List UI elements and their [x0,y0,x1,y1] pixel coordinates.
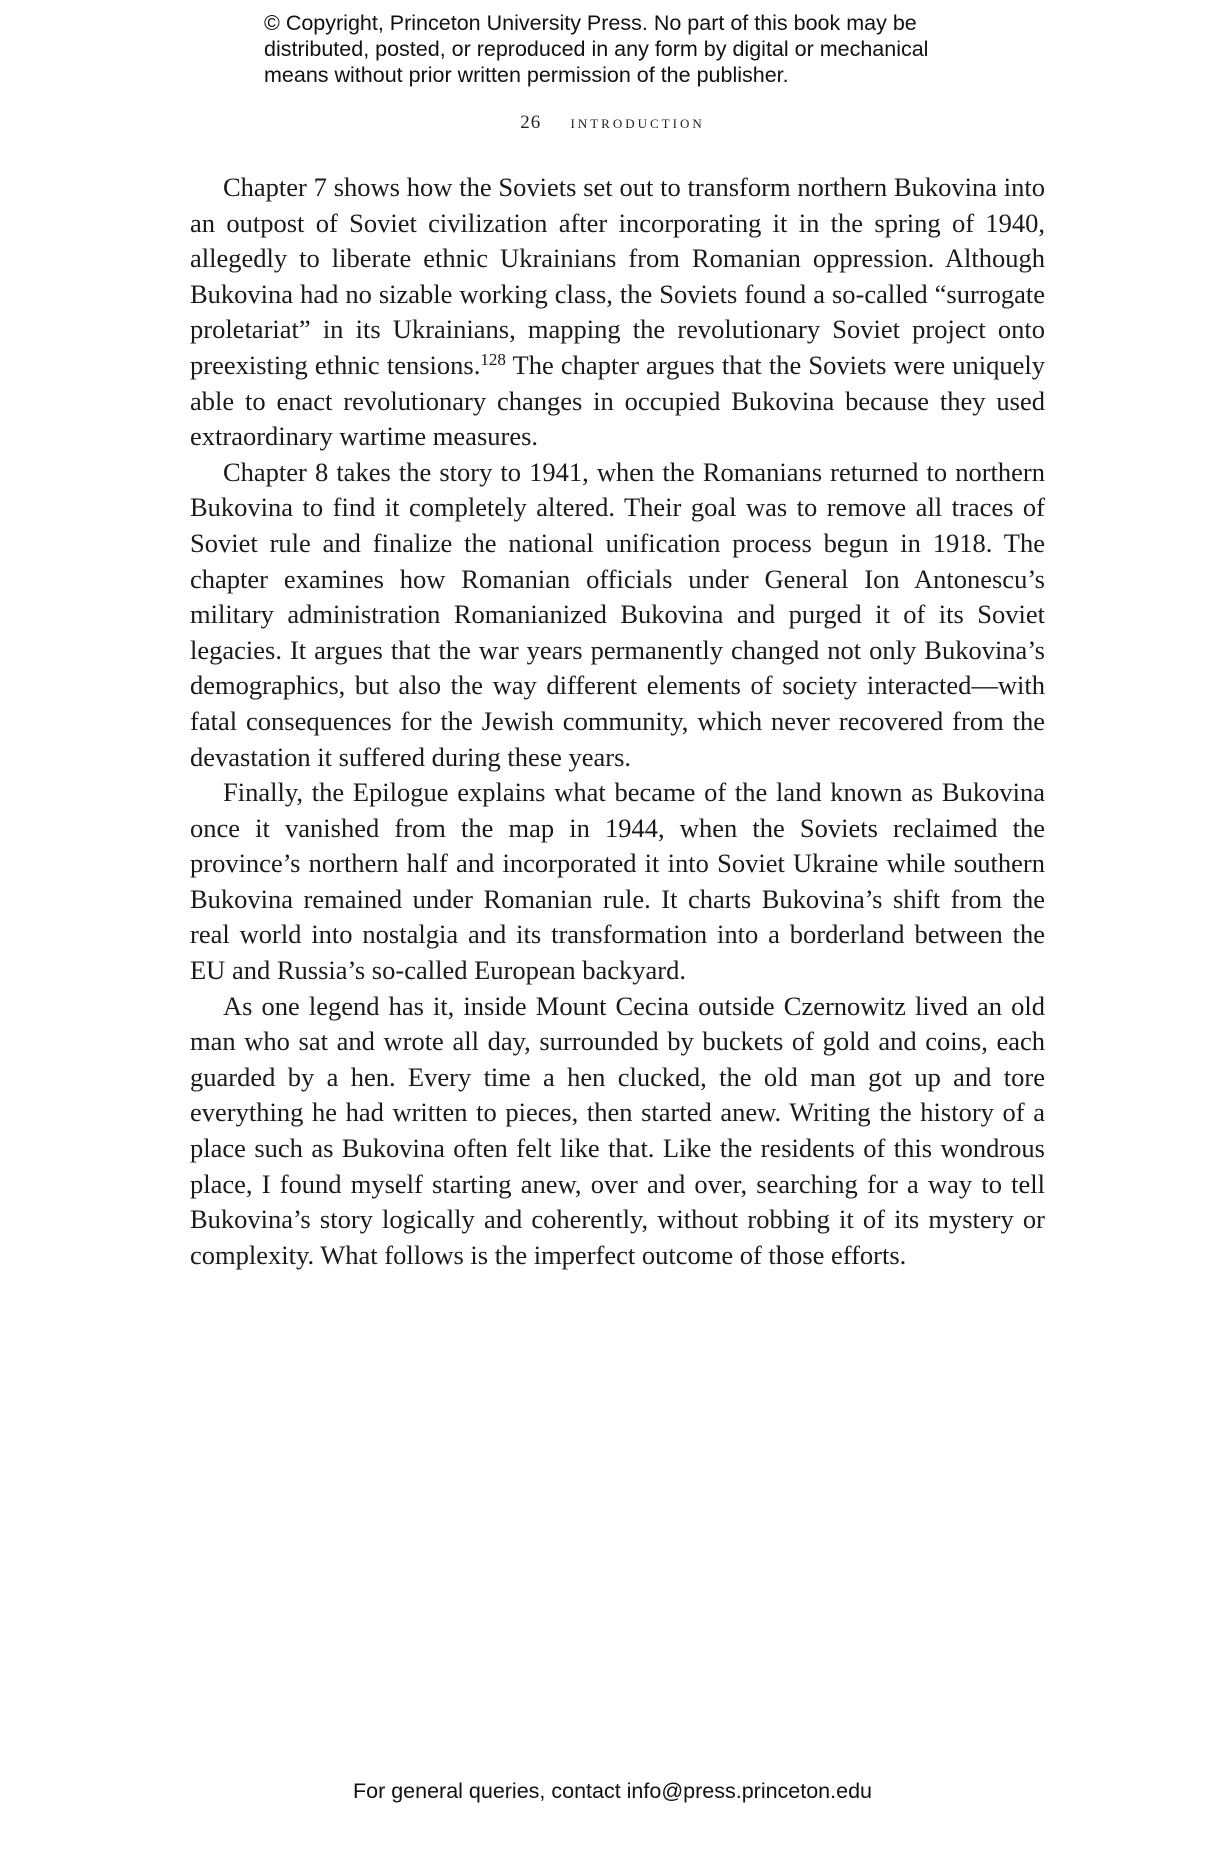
page-number: 26 [520,112,542,133]
footnote-reference: 128 [480,349,506,369]
running-head [0,112,1225,134]
section-title: introduction [570,112,705,133]
body-text [190,170,1045,1273]
paragraph-legend: As one legend has it, inside Mount Cecina outside Czernowitz lived an old man who sat and wrote all day, surrounded by buckets of gold and coins, each guarded by a hen. Every time a hen clucked, the old man got up and tore everything he had written to pieces, then started anew. Writing the history of a place such as Bukovina often felt like that. Like the residents of this wondrous place, I found myself starting anew, over and over, searching for a way to tell Bukovina’s story logically and coherently, without robbing it of its mystery or complexity. What follows is the imperfect outcome of those efforts. [190,990,1045,1270]
copyright-line-2: distributed, posted, or reproduced in any form by digital or mechanical [264,37,929,61]
paragraph-text: Chapter 7 shows how the Soviets set out to transform northern Bukovina into an outpost of Soviet civilization after incorporating it in the spring of 1940, allegedly to liberate ethnic Ukrainians from Romanian oppression. Although Bukovina had no sizable working class, the Soviets found a so-called “surrogate proletariat” in its Ukrainians, mapping the revolutionary Soviet project onto preexisting ethnic tensions. [190,172,1045,380]
copyright-line-1: © Copyright, Princeton University Press. No part of this book may be [264,11,917,35]
paragraph-text: The chapter argues that the Soviets were uniquely able to enact revolutionary changes in occupied Bukovina because they used extraordinary wartime measures. [190,349,1045,452]
copyright-notice [264,10,1024,88]
copyright-line-3: means without prior written permission of the publisher. [264,63,789,87]
paragraph-chapter-7 [190,170,1045,455]
paragraph-epilogue: Finally, the Epilogue explains what became of the land known as Bukovina once it vanished from the map in 1944, when the Soviets reclaimed the province’s northern half and incorporated it into Soviet Ukraine while southern Bukovina remained under Romanian rule. It charts Bukovina’s shift from the real world into nostalgia and its transformation into a borderland between the EU and Russia’s so-called European backyard. [190,777,1045,986]
paragraph-chapter-8: Chapter 8 takes the story to 1941, when the Romanians returned to northern Bukovina to find it completely altered. Their goal was to remove all traces of Soviet rule and finalize the national unification process begun in 1918. The chapter examines how Romanian officials under General Ion Antonescu’s military administration Romanianized Bukovina and purged it of its Soviet legacies. It argues that the war years permanently changed not only Bukovina’s demographics, but also the way different elements of society interacted—with fatal consequences for the Jewish community, which never recovered from the devastation it suffered during these years. [190,456,1045,772]
footer-contact: For general queries, contact info@press.princeton.edu [352,1779,872,1803]
